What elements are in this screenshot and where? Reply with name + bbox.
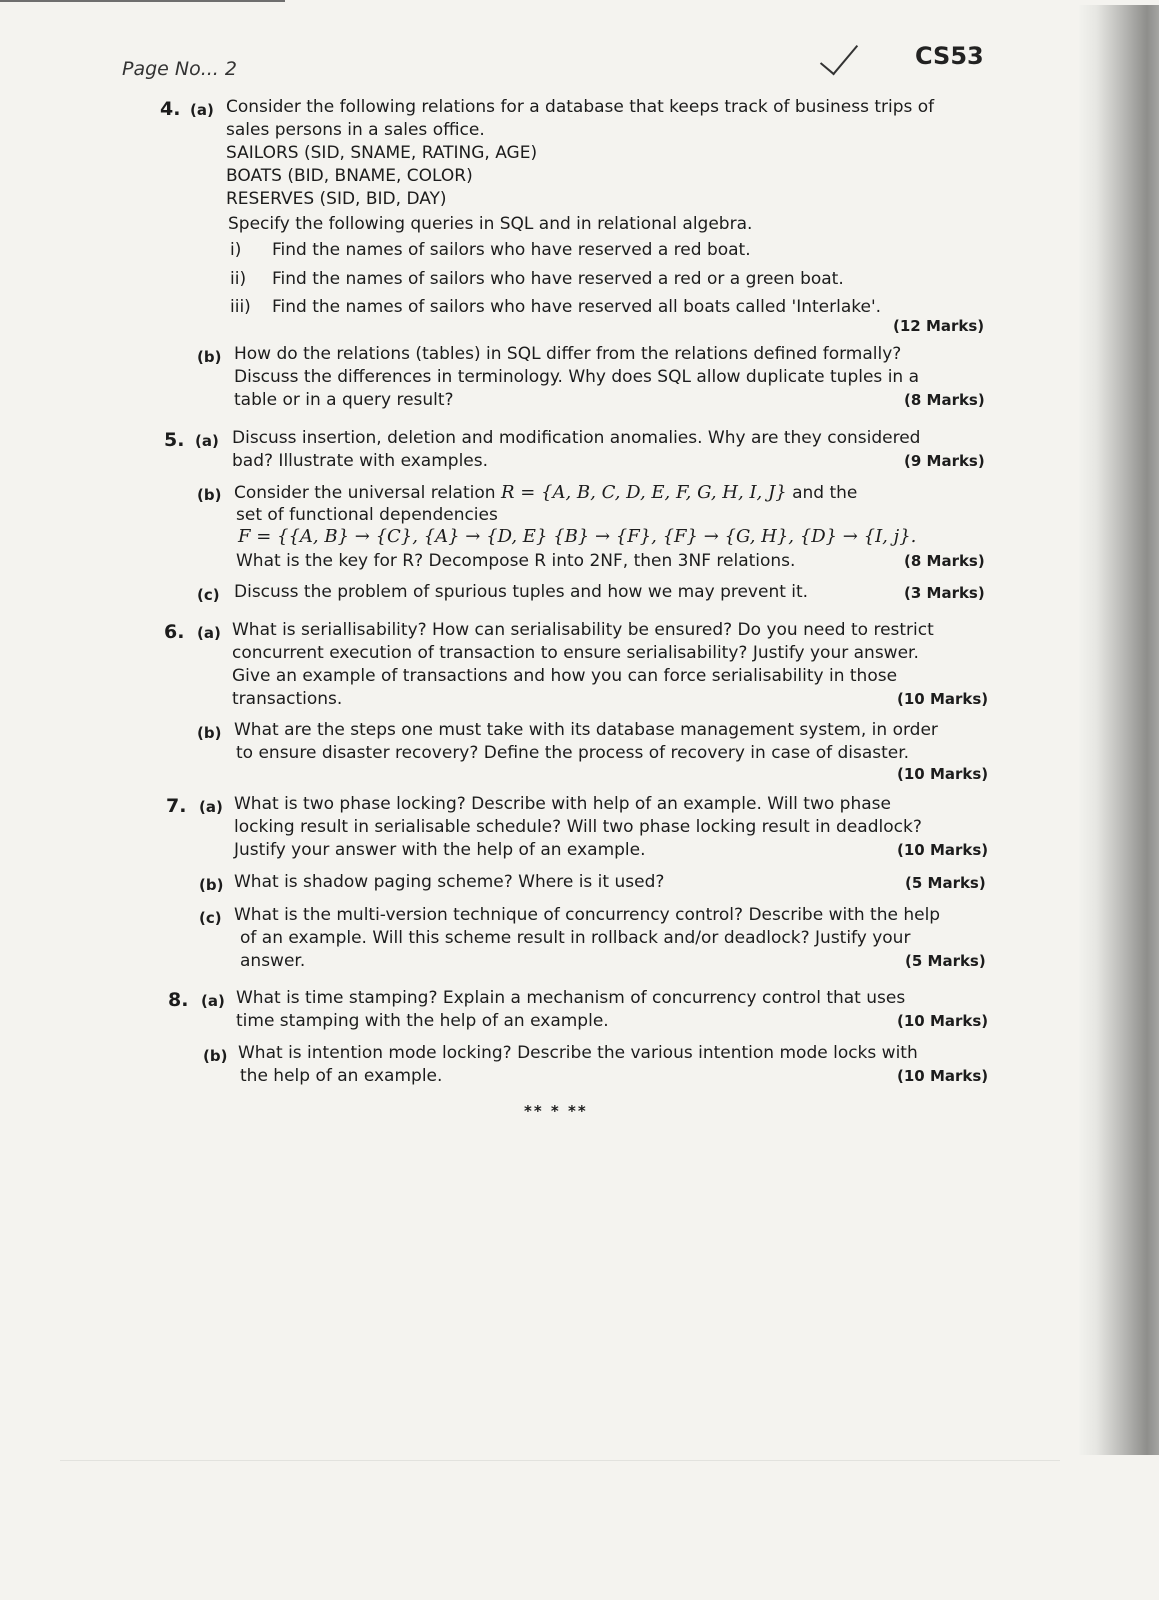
question-text: and the	[792, 483, 858, 503]
question-line: Justify your answer with the help of an example.	[234, 840, 646, 860]
subpart-label: (c)	[197, 586, 220, 604]
marks-label: (5 Marks)	[905, 874, 986, 892]
relation-schema: SAILORS (SID, SNAME, RATING, AGE)	[226, 143, 538, 163]
relation-schema: RESERVES (SID, BID, DAY)	[226, 189, 447, 209]
question-line: table or in a query result?	[234, 390, 454, 410]
question-line: transactions.	[232, 689, 343, 709]
question-line: Specify the following queries in SQL and in relational algebra.	[228, 214, 753, 234]
question-line: time stamping with the help of an example.	[236, 1011, 609, 1031]
page-number: Page No... 2	[122, 58, 237, 80]
marks-label: (10 Marks)	[897, 1067, 989, 1085]
question-number: 5.	[164, 429, 185, 451]
tick-mark-icon	[820, 35, 858, 76]
scan-faint-line	[60, 1460, 1060, 1461]
query-item: Find the names of sailors who have reserved all boats called 'Interlake'.	[272, 297, 882, 317]
question-number: 6.	[164, 621, 185, 643]
subpart-label: (c)	[199, 909, 222, 927]
marks-label: (10 Marks)	[897, 690, 989, 708]
question-line: Discuss the differences in terminology. Why does SQL allow duplicate tuples in a	[234, 367, 920, 387]
question-line: sales persons in a sales office.	[226, 120, 485, 140]
paper-code: CS53	[915, 42, 984, 70]
subpart-label: (a)	[201, 992, 225, 1010]
question-line: concurrent execution of transaction to ensure serialisability? Justify your answer.	[232, 643, 919, 663]
marks-label: (8 Marks)	[904, 391, 985, 409]
question-line: How do the relations (tables) in SQL differ from the relations defined formally?	[234, 344, 902, 364]
question-line: locking result in serialisable schedule? Will two phase locking result in deadlock?	[234, 817, 922, 837]
marks-label: (8 Marks)	[904, 552, 985, 570]
question-line: Discuss insertion, deletion and modification anomalies. Why are they considered	[232, 428, 921, 448]
subpart-label: (b)	[203, 1047, 228, 1065]
subpart-label: (a)	[197, 624, 221, 642]
question-line: What are the steps one must take with its database management system, in order	[234, 720, 938, 740]
marks-label: (10 Marks)	[897, 1012, 989, 1030]
question-line: What is the key for R? Decompose R into 2NF, then 3NF relations.	[236, 551, 796, 571]
question-number: 4.	[160, 98, 181, 120]
question-line: What is time stamping? Explain a mechanism of concurrency control that uses	[236, 988, 906, 1008]
math-expression: R = {A, B, C, D, E, F, G, H, I, J}	[500, 482, 787, 503]
relation-schema: BOATS (BID, BNAME, COLOR)	[226, 166, 473, 186]
question-line: the help of an example.	[240, 1066, 443, 1086]
subpart-label: (b)	[197, 348, 222, 366]
subpart-label: (b)	[197, 486, 222, 504]
math-expression: F = {{A, B} → {C}, {A} → {D, E} {B} → {F}, {F} → {G, H}, {D} → {I, j}.	[238, 526, 917, 547]
scan-edge-shadow	[1079, 5, 1159, 1455]
question-line: What is shadow paging scheme? Where is it used?	[234, 872, 665, 892]
question-line: bad? Illustrate with examples.	[232, 451, 489, 471]
question-number: 7.	[166, 795, 187, 817]
question-line: What is seriallisability? How can serialisability be ensured? Do you need to restrict	[232, 620, 934, 640]
subpart-label: (a)	[190, 101, 214, 119]
question-line: set of functional dependencies	[236, 505, 498, 525]
marks-label: (12 Marks)	[893, 317, 985, 335]
item-numeral: ii)	[230, 269, 247, 289]
question-line: Give an example of transactions and how you can force serialisability in those	[232, 666, 898, 686]
marks-label: (10 Marks)	[897, 841, 989, 859]
marks-label: (3 Marks)	[904, 584, 985, 602]
end-of-paper-marker: ** * **	[524, 1102, 588, 1120]
subpart-label: (b)	[197, 724, 222, 742]
question-line: Consider the following relations for a database that keeps track of business trips of	[226, 97, 935, 117]
question-line: to ensure disaster recovery? Define the process of recovery in case of disaster.	[236, 743, 910, 763]
question-line: answer.	[240, 951, 306, 971]
question-line: What is two phase locking? Describe with help of an example. Will two phase	[234, 794, 891, 814]
question-text: Consider the universal relation	[234, 483, 496, 503]
subpart-label: (a)	[195, 432, 219, 450]
question-line: What is the multi-version technique of concurrency control? Describe with the help	[234, 905, 941, 925]
subpart-label: (a)	[199, 798, 223, 816]
question-line	[234, 482, 857, 503]
subpart-label: (b)	[199, 876, 224, 894]
query-item: Find the names of sailors who have reserved a red or a green boat.	[272, 269, 844, 289]
question-line: Discuss the problem of spurious tuples and how we may prevent it.	[234, 582, 809, 602]
marks-label: (9 Marks)	[904, 452, 985, 470]
top-rule	[0, 0, 285, 2]
marks-label: (10 Marks)	[897, 765, 989, 783]
query-item: Find the names of sailors who have reserved a red boat.	[272, 240, 751, 260]
question-line: What is intention mode locking? Describe the various intention mode locks with	[238, 1043, 918, 1063]
item-numeral: iii)	[230, 297, 251, 317]
question-line: of an example. Will this scheme result in rollback and/or deadlock? Justify your	[240, 928, 911, 948]
marks-label: (5 Marks)	[905, 952, 986, 970]
question-number: 8.	[168, 989, 189, 1011]
item-numeral: i)	[230, 240, 242, 260]
